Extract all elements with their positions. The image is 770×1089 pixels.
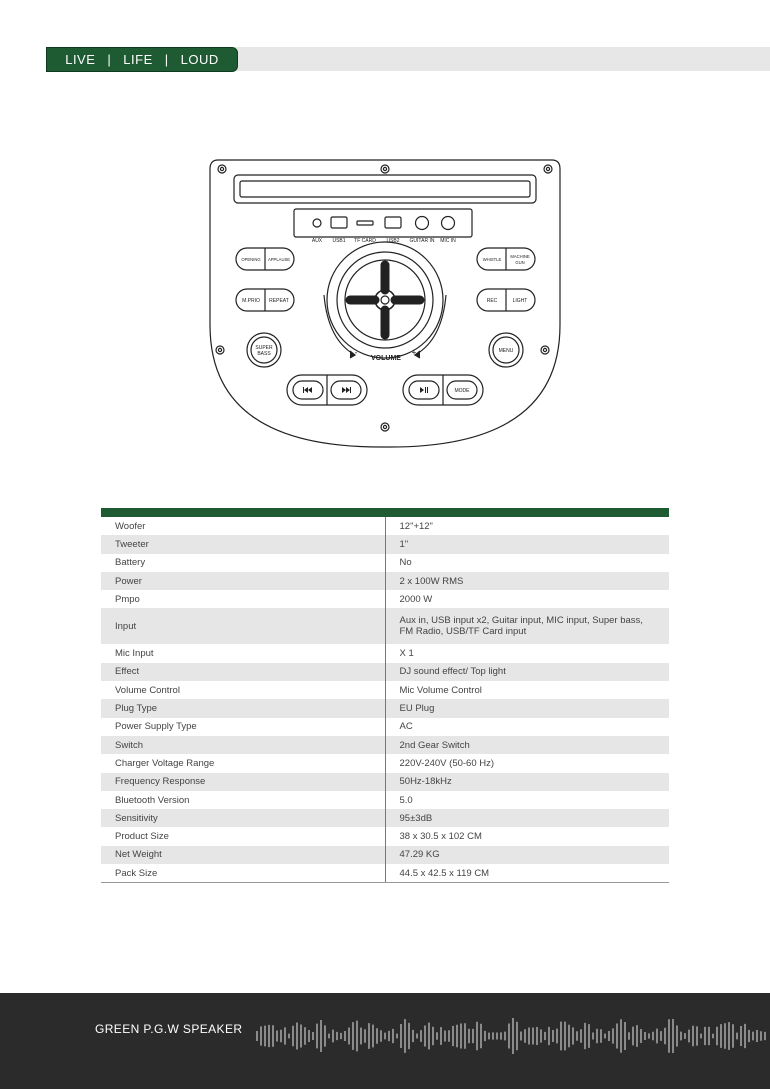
spec-label: Sensitivity: [101, 809, 385, 827]
applause-label: APPLAUSE: [267, 257, 291, 262]
spec-value: 44.5 x 42.5 x 119 CM: [385, 864, 669, 883]
spec-label: Effect: [101, 663, 385, 681]
super-bass-label: BASS: [257, 351, 271, 357]
port-label-usb1: USB1: [332, 238, 346, 244]
spec-value: EU Plug: [385, 699, 669, 717]
specifications-table: [101, 508, 669, 883]
guitar-in-port-icon: [416, 217, 429, 230]
spec-label: Mic Input: [115, 648, 154, 660]
spec-value: X 1: [385, 644, 669, 662]
spec-value: 2 x 100W RMS: [385, 572, 669, 590]
repeat-label: REPEAT: [269, 298, 289, 304]
table-row: [101, 864, 669, 883]
light-label: LIGHT: [512, 298, 528, 304]
table-row: [101, 663, 669, 681]
table-row: [101, 554, 669, 572]
mprio-label: M.PRIO: [242, 298, 260, 304]
table-row: [101, 718, 669, 736]
spec-value: 5.0: [385, 791, 669, 809]
tagline-separator: |: [164, 52, 169, 67]
play-pause-icon: [420, 387, 428, 393]
spec-value: 12"+12": [385, 517, 669, 535]
tagline-separator: |: [107, 52, 112, 67]
spec-value: No: [385, 554, 669, 572]
spec-value: DJ sound effect/ Top light: [385, 663, 669, 681]
spec-label: Battery: [115, 557, 146, 569]
spec-label: Plug Type: [101, 699, 385, 717]
previous-track-icon: [303, 387, 312, 393]
usb1-port-icon: [331, 217, 347, 228]
spec-value: 220V-240V (50-60 Hz): [385, 754, 669, 772]
spec-value: 2nd Gear Switch: [385, 736, 669, 754]
spec-label: Product Size: [115, 831, 169, 843]
sound-wave-graphic: [255, 1014, 770, 1058]
spec-label: Pack Size: [101, 864, 385, 883]
machine-gun-label: MACHINE: [510, 254, 530, 259]
spec-label: Volume Control: [115, 684, 180, 696]
table-row: [101, 681, 669, 699]
mode-label: MODE: [454, 388, 470, 394]
whistle-label: WHISTLE: [482, 257, 502, 262]
table-row: [101, 572, 669, 590]
brand-tagline: [46, 47, 238, 72]
rec-label: REC: [486, 298, 498, 304]
table-header-bar: [101, 508, 669, 517]
screw-icon: [216, 165, 552, 431]
spec-label: Net Weight: [101, 846, 385, 864]
table-row: [101, 846, 669, 864]
spec-label: Bluetooth Version: [115, 794, 190, 806]
volume-knob-grip: [350, 265, 420, 335]
spec-value: 95±3dB: [385, 809, 669, 827]
port-label-aux: AUX: [311, 238, 323, 244]
spec-label: Switch: [101, 736, 385, 754]
usb2-port-icon: [385, 217, 401, 228]
spec-value: 1": [385, 535, 669, 553]
opening-label: OPENING: [241, 257, 261, 262]
table-row: [101, 827, 669, 845]
aux-port-icon: [313, 219, 321, 227]
table-row: [101, 773, 669, 791]
machine-gun-label: GUN: [515, 260, 525, 265]
spec-value: 50Hz-18kHz: [385, 773, 669, 791]
spec-label: Tweeter: [101, 535, 385, 553]
table-row: [101, 699, 669, 717]
volume-plus-label: +: [411, 348, 417, 357]
handle-slot: [234, 175, 536, 203]
spec-value: 47.29 KG: [385, 846, 669, 864]
volume-knob: [327, 242, 443, 358]
super-bass-label: SUPER: [255, 345, 273, 351]
spec-label: Woofer: [115, 520, 146, 532]
table-row: [101, 754, 669, 772]
spec-label: Pmpo: [115, 593, 140, 605]
spec-label: Input: [101, 608, 385, 644]
spec-value: 2000 W: [385, 590, 669, 608]
spec-label: Frequency Response: [101, 773, 385, 791]
table-row: [101, 736, 669, 754]
tagline-word-live: LIVE: [65, 52, 96, 67]
next-track-icon: [342, 387, 351, 393]
volume-minus-label: -: [354, 348, 358, 357]
table-row: [101, 608, 669, 644]
spec-label: Power: [101, 572, 385, 590]
menu-label: MENU: [498, 348, 514, 354]
tagline-word-loud: LOUD: [180, 52, 219, 67]
speaker-control-panel-diagram: [200, 155, 570, 455]
spec-label: Power Supply Type: [115, 721, 197, 733]
spec-value: Aux in, USB input x2, Guitar input, MIC input, Super bass, FM Radio, USB/TF Card input: [385, 608, 669, 644]
table-row: [101, 644, 669, 662]
volume-label: VOLUME: [371, 355, 401, 362]
mic-in-port-icon: [442, 217, 455, 230]
tf-card-slot-icon: [357, 221, 373, 225]
port-label-usb2: USB2: [386, 238, 400, 244]
spec-value: Mic Volume Control: [385, 681, 669, 699]
table-row: [101, 809, 669, 827]
table-row: [101, 791, 669, 809]
spec-value: AC: [385, 718, 669, 736]
table-row: [101, 517, 669, 535]
spec-value: 38 x 30.5 x 102 CM: [385, 827, 669, 845]
spec-label: Charger Voltage Range: [115, 757, 215, 769]
tagline-word-life: LIFE: [123, 52, 153, 67]
port-label-mic-in: MIC IN: [440, 238, 456, 244]
table-row: [101, 535, 669, 553]
port-label-guitar-in: GUITAR IN: [409, 238, 435, 244]
port-label-tf-card: TF CARD: [354, 238, 376, 244]
table-row: [101, 590, 669, 608]
footer-product-name: GREEN P.G.W SPEAKER: [95, 1022, 243, 1036]
